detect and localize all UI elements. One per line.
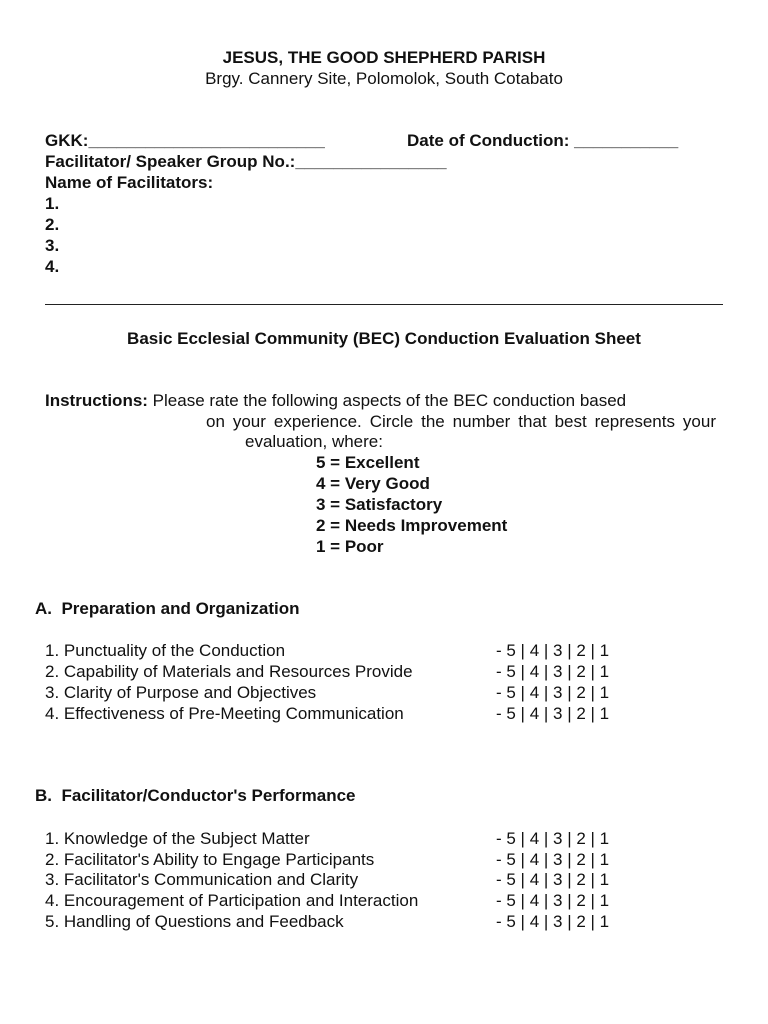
section-a-item: 2. Capability of Materials and Resources Provide (45, 662, 413, 681)
rating-options[interactable]: - 5 | 4 | 3 | 2 | 1 (496, 704, 610, 723)
facilitators-label: Name of Facilitators: (45, 173, 214, 192)
section-b-item: 1. Knowledge of the Subject Matter (45, 829, 310, 848)
group-number-field[interactable]: Facilitator/ Speaker Group No.:________________ (45, 152, 447, 171)
facilitator-3[interactable]: 3. (45, 236, 60, 255)
rating-options[interactable]: - 5 | 4 | 3 | 2 | 1 (496, 891, 610, 910)
instructions-text-1: Please rate the following aspects of the BEC conduction based (147, 391, 627, 410)
section-b-heading: B. Facilitator/Conductor's Performance (35, 786, 356, 805)
scale-poor: 1 = Poor (316, 537, 384, 556)
section-b-item: 4. Encouragement of Participation and Interaction (45, 891, 419, 910)
rating-options[interactable]: - 5 | 4 | 3 | 2 | 1 (496, 850, 610, 869)
scale-excellent: 5 = Excellent (316, 453, 420, 472)
section-a-item: 1. Punctuality of the Conduction (45, 641, 286, 660)
section-a-heading: A. Preparation and Organization (35, 599, 300, 618)
instructions-line-2: on your experience. Circle the number that best represents your (206, 412, 716, 431)
facilitator-4[interactable]: 4. (45, 257, 60, 276)
instructions-line-3: evaluation, where: (245, 432, 383, 451)
rating-options[interactable]: - 5 | 4 | 3 | 2 | 1 (496, 683, 610, 702)
scale-very-good: 4 = Very Good (316, 474, 430, 493)
facilitator-1[interactable]: 1. (45, 194, 60, 213)
rating-options[interactable]: - 5 | 4 | 3 | 2 | 1 (496, 870, 610, 889)
section-b-item: 5. Handling of Questions and Feedback (45, 912, 344, 931)
section-b-item: 2. Facilitator's Ability to Engage Participants (45, 850, 375, 869)
rating-options[interactable]: - 5 | 4 | 3 | 2 | 1 (496, 829, 610, 848)
rating-options[interactable]: - 5 | 4 | 3 | 2 | 1 (496, 912, 610, 931)
date-of-conduction-field[interactable]: Date of Conduction: ___________ (407, 131, 679, 150)
rating-options[interactable]: - 5 | 4 | 3 | 2 | 1 (496, 662, 610, 681)
rating-options[interactable]: - 5 | 4 | 3 | 2 | 1 (496, 641, 610, 660)
parish-address: Brgy. Cannery Site, Polomolok, South Cotabato (205, 69, 563, 88)
facilitator-2[interactable]: 2. (45, 215, 60, 234)
section-a-item: 4. Effectiveness of Pre-Meeting Communication (45, 704, 404, 723)
gkk-field[interactable]: GKK:_________________________ (45, 131, 325, 150)
instructions-line-1 (45, 390, 626, 411)
parish-name: JESUS, THE GOOD SHEPHERD PARISH (222, 48, 546, 67)
scale-satisfactory: 3 = Satisfactory (316, 495, 443, 514)
instructions-label: Instructions: (45, 391, 148, 410)
section-b-item: 3. Facilitator's Communication and Clarity (45, 870, 359, 889)
divider-line (45, 304, 723, 305)
section-a-item: 3. Clarity of Purpose and Objectives (45, 683, 317, 702)
sheet-title: Basic Ecclesial Community (BEC) Conduction Evaluation Sheet (127, 329, 641, 348)
scale-needs-improvement: 2 = Needs Improvement (316, 516, 508, 535)
